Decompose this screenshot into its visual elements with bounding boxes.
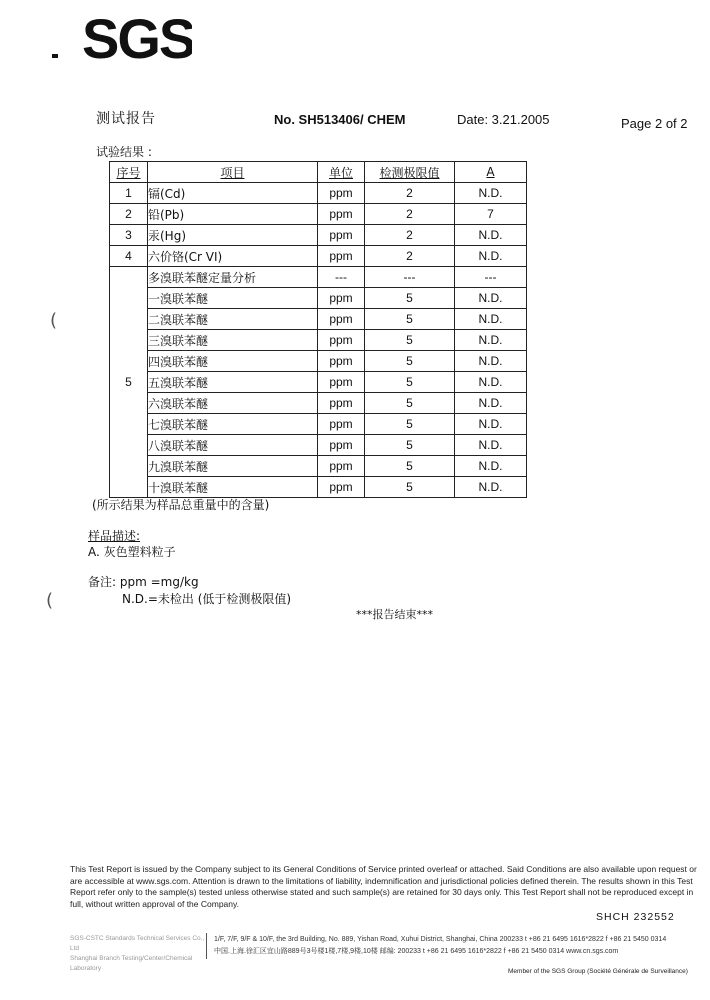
table-row (110, 330, 527, 351)
footer-divider (206, 933, 207, 959)
member-statement: Member of the SGS Group (Société Générale de Surveillance) (508, 968, 688, 975)
report-date: Date: 3.21.2005 (457, 112, 550, 127)
header-sample-a: A (455, 162, 527, 183)
table-row (110, 309, 527, 330)
test-item: 七溴联苯醚 (148, 414, 318, 435)
document-code: SHCH 232552 (596, 911, 675, 923)
group-title: 多溴联苯醚定量分析 (148, 267, 318, 288)
header-unit: 单位 (318, 162, 365, 183)
company-line-1: SGS-CSTC Standards Technical Services Co., Ltd (70, 935, 205, 952)
sample-a-description: A. 灰色塑料粒子 (88, 545, 176, 559)
report-title: 测试报告 (96, 111, 156, 127)
detection-limit: 5 (365, 351, 455, 372)
table-header-row (110, 162, 527, 183)
test-item: 铅(Pb) (148, 204, 318, 225)
detection-limit: 5 (365, 330, 455, 351)
table-row (110, 204, 527, 225)
row-number: 3 (110, 225, 148, 246)
unit: ppm (318, 456, 365, 477)
detection-limit: 2 (365, 183, 455, 204)
table-row (110, 393, 527, 414)
test-item: 一溴联苯醚 (148, 288, 318, 309)
detection-limit: 5 (365, 393, 455, 414)
row-number: 5 (110, 267, 148, 498)
unit: ppm (318, 393, 365, 414)
table-row (110, 372, 527, 393)
address-english: 1/F, 7/F, 9/F & 10/F, the 3rd Building, No. 889, Yishan Road, Xuhui District, Shanghai, China 200233 t +86 21 6495 1616*2822 f +86 21 5450 0314 (214, 936, 667, 943)
test-item: 四溴联苯醚 (148, 351, 318, 372)
result-a: N.D. (455, 330, 527, 351)
detection-limit: 5 (365, 477, 455, 498)
unit: ppm (318, 351, 365, 372)
result-a: 7 (455, 204, 527, 225)
result-a: N.D. (455, 414, 527, 435)
result-a: N.D. (455, 435, 527, 456)
table-row (110, 225, 527, 246)
unit: --- (318, 267, 365, 288)
detection-limit: 2 (365, 204, 455, 225)
header-no: 序号 (110, 162, 148, 183)
header-item: 项目 (148, 162, 318, 183)
unit: ppm (318, 477, 365, 498)
unit: ppm (318, 435, 365, 456)
report-number: No. SH513406/ CHEM (274, 112, 406, 127)
result-basis-note: (所示结果为样品总重量中的含量) (92, 498, 270, 512)
table-row (110, 435, 527, 456)
result-a: N.D. (455, 372, 527, 393)
test-item: 六溴联苯醚 (148, 393, 318, 414)
unit: ppm (318, 183, 365, 204)
unit: ppm (318, 225, 365, 246)
result-a: N.D. (455, 288, 527, 309)
row-number: 1 (110, 183, 148, 204)
table-row (110, 414, 527, 435)
company-address (214, 934, 666, 958)
table-row (110, 246, 527, 267)
test-item: 九溴联苯醚 (148, 456, 318, 477)
sample-description-heading: 样品描述: (88, 529, 141, 543)
unit: ppm (318, 309, 365, 330)
test-item: 六价铬(Cr VI) (148, 246, 318, 267)
company-name (70, 934, 210, 974)
unit: ppm (318, 204, 365, 225)
unit: ppm (318, 372, 365, 393)
header-limit: 检测极限值 (365, 162, 455, 183)
table-row (110, 288, 527, 309)
result-a: N.D. (455, 351, 527, 372)
remark-ppm: 备注: ppm =mg/kg (88, 575, 199, 589)
detection-limit: 5 (365, 288, 455, 309)
result-a: N.D. (455, 456, 527, 477)
result-a: N.D. (455, 246, 527, 267)
disclaimer-text: This Test Report is issued by the Company subject to its General Conditions of Service printed overleaf or attached. Said Conditions are also available upon request or are accessible at www.sgs.com. Attention is drawn to the limitations of liability, indemnification and jurisdictional policies defined therein. The results shown in this Test Report refer only to the sample(s) tested unless otherwise stated and such sample(s) are retained for 30 days only. This Test Report shall not be reproduced except in full, without written approval of the Company. (70, 864, 697, 909)
binding-mark: ( (50, 310, 58, 331)
detection-limit: 5 (365, 372, 455, 393)
table-row (110, 351, 527, 372)
unit: ppm (318, 246, 365, 267)
svg-text:SGS: SGS (82, 7, 192, 66)
company-line-2: Shanghai Branch Testing/Center/Chemical Laboratory (70, 955, 193, 972)
unit: ppm (318, 414, 365, 435)
test-item: 五溴联苯醚 (148, 372, 318, 393)
remark-nd: N.D.=未检出 (低于检测极限值) (122, 592, 292, 606)
test-item: 二溴联苯醚 (148, 309, 318, 330)
table-row (110, 267, 527, 288)
row-number: 4 (110, 246, 148, 267)
result-a: N.D. (455, 477, 527, 498)
results-table (109, 161, 527, 498)
result-a: N.D. (455, 183, 527, 204)
test-item: 镉(Cd) (148, 183, 318, 204)
sgs-logo (52, 6, 192, 66)
result-a: N.D. (455, 309, 527, 330)
report-end-marker: ***报告结束*** (356, 608, 433, 621)
result-a: N.D. (455, 393, 527, 414)
detection-limit: 5 (365, 435, 455, 456)
result-a: N.D. (455, 225, 527, 246)
test-item: 八溴联苯醚 (148, 435, 318, 456)
test-item: 十溴联苯醚 (148, 477, 318, 498)
detection-limit: 5 (365, 309, 455, 330)
unit: ppm (318, 330, 365, 351)
unit: ppm (318, 288, 365, 309)
detection-limit: --- (365, 267, 455, 288)
test-item: 汞(Hg) (148, 225, 318, 246)
binding-mark: ( (46, 590, 54, 611)
detection-limit: 5 (365, 456, 455, 477)
page-indicator: Page 2 of 2 (621, 116, 688, 131)
table-row (110, 183, 527, 204)
table-row (110, 456, 527, 477)
address-chinese: 中国.上海.徐汇区宜山路889号3号楼1楼,7楼,9楼,10楼 邮编: 200233 t +86 21 6495 1616*2822 f +86 21 5450 0314 www.cn.sgs.com (214, 948, 619, 955)
detection-limit: 2 (365, 225, 455, 246)
results-label: 试验结果 : (96, 145, 152, 159)
row-number: 2 (110, 204, 148, 225)
test-item: 三溴联苯醚 (148, 330, 318, 351)
result-a: --- (455, 267, 527, 288)
table-row (110, 477, 527, 498)
detection-limit: 5 (365, 414, 455, 435)
detection-limit: 2 (365, 246, 455, 267)
